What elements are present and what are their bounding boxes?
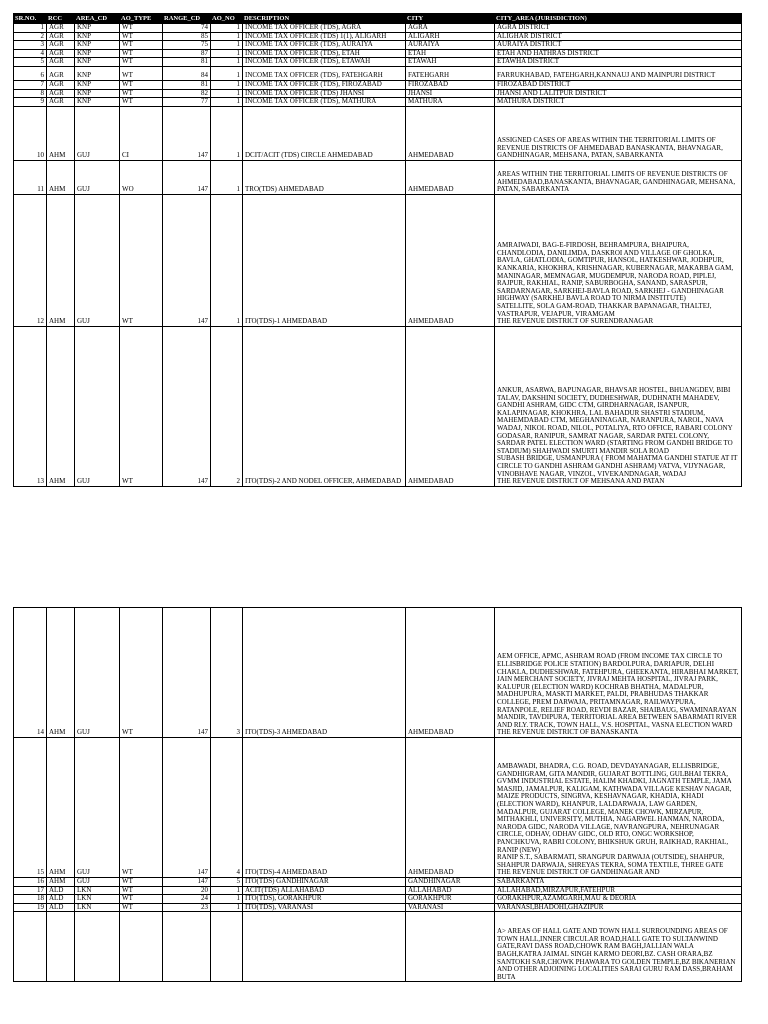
sr-no-cell: 13 (14, 326, 47, 486)
rcc-cell: AHM (47, 194, 75, 326)
city-area-jurisdiction-cell (495, 80, 742, 89)
description-cell (243, 912, 406, 982)
ao-no-cell: 1 (211, 160, 243, 194)
ao-type-cell: WT (120, 878, 163, 887)
sr-no-cell: 19 (14, 903, 47, 912)
description-cell: INCOME TAX OFFICER (TDS), FATEHGARH (243, 66, 406, 80)
rcc-cell (47, 912, 75, 982)
jurisdiction-text: GORAKHPUR,AZAMGARH,MAU & DEORIA (497, 894, 637, 903)
table-row (14, 49, 742, 58)
ao-no-cell: 4 (211, 738, 243, 878)
city-cell: MATHURA (406, 98, 495, 107)
table-row (14, 886, 742, 895)
range-cd-cell: 147 (163, 608, 211, 738)
description-cell: INCOME TAX OFFICER (TDS), ETAH (243, 49, 406, 58)
range-cd-cell: 81 (163, 80, 211, 89)
city-area-jurisdiction-cell (495, 49, 742, 58)
ao-type-cell: WT (120, 895, 163, 904)
table-row (14, 80, 742, 89)
range-cd-cell: 20 (163, 886, 211, 895)
sr-no-cell: 11 (14, 160, 47, 194)
city-cell: AHMEDABAD (406, 608, 495, 738)
table-row (14, 912, 742, 982)
header-sr-no: SR.NO. (14, 14, 47, 24)
city-area-jurisdiction-cell (495, 58, 742, 67)
city-area-jurisdiction-cell (495, 738, 742, 878)
description-cell: DCIT/ACIT (TDS) CIRCLE AHMEDABAD (243, 106, 406, 160)
rcc-cell: ALD (47, 886, 75, 895)
area-cd-cell: GUJ (75, 194, 120, 326)
city-cell: FIROZABAD (406, 80, 495, 89)
city-area-jurisdiction-cell (495, 41, 742, 50)
sr-no-cell: 16 (14, 878, 47, 887)
jurisdiction-text: THE REVENUE DISTRICT OF MEHSANA AND PATAN (497, 477, 665, 486)
city-cell: FATEHGARH (406, 66, 495, 80)
jurisdiction-text: ASSIGNED CASES OF AREAS WITHIN THE TERRITORIAL LIMITS OF REVENUE DISTRICTS OF AHMEDABAD BANASKANTA, BHAVNAGAR, GANDHINAGAR, MEHSANA, PATAN, SABARKANTA (497, 135, 723, 160)
ao-no-cell: 1 (211, 89, 243, 98)
range-cd-cell: 82 (163, 89, 211, 98)
ao-type-cell: WT (120, 608, 163, 738)
rcc-cell: ALD (47, 895, 75, 904)
jurisdiction-text: RANIP S.T., SABARMATI, SRANGPUR DARWAJA (OUTSIDE), SHAHPUR, SHAHPUR DARWAJA, SHREYAS TEKRA, SOMA TEXTILE, THREE GATE (497, 853, 725, 869)
table-row (14, 160, 742, 194)
range-cd-cell (163, 912, 211, 982)
ao-no-cell: 1 (211, 32, 243, 41)
city-area-jurisdiction-cell (495, 98, 742, 107)
city-cell: ALIGARH (406, 32, 495, 41)
sr-no-cell: 17 (14, 886, 47, 895)
area-cd-cell: KNP (75, 89, 120, 98)
area-cd-cell: KNP (75, 66, 120, 80)
city-cell: AHMEDABAD (406, 194, 495, 326)
jurisdiction-text: A> AREAS OF HALL GATE AND TOWN HALL SURROUNDING AREAS OF TOWN HALL,INNER CIRCULAR ROAD,HALL GATE TO SULTANWIND GATE,RAVI DASS ROAD,CHOWK RAM BAGH,JALLIAN WALA BAGH,KATRA JAIMAL SINGH KARMO DEORI,BZ. CASH ORARA,BZ SANTOKH SAR,CHOWK PHAWARA TO GOLDEN TEMPLE,BZ BIKANERIAN AND OTHER ADJOINING LOCALITIES SARAI GURU RAM DASS,BRAHAM BUTA (497, 927, 736, 981)
header-ao-no: AO_NO (211, 14, 243, 24)
city-area-jurisdiction-cell (495, 66, 742, 80)
description-cell: INCOME TAX OFFICER (TDS), AGRA (243, 24, 406, 33)
city-area-jurisdiction-cell (495, 24, 742, 33)
description-cell: INCOME TAX OFFICER (TDS), MATHURA (243, 98, 406, 107)
tds-jurisdiction-table-continued (13, 607, 742, 982)
table-row (14, 89, 742, 98)
ao-no-cell: 1 (211, 895, 243, 904)
ao-no-cell: 1 (211, 106, 243, 160)
header-rcc: RCC (47, 14, 75, 24)
jurisdiction-text: ALIGHAR DISTRICT (497, 32, 562, 40)
sr-no-cell: 4 (14, 49, 47, 58)
area-cd-cell (75, 912, 120, 982)
header-row (14, 14, 742, 24)
jurisdiction-text: FIROZABAD DISTRICT (497, 80, 571, 88)
city-area-jurisdiction-cell (495, 912, 742, 982)
rcc-cell: AGR (47, 58, 75, 67)
rcc-cell: AGR (47, 32, 75, 41)
ao-type-cell: WT (120, 58, 163, 67)
area-cd-cell: LKN (75, 886, 120, 895)
jurisdiction-text: AGRA DISTRICT (497, 23, 550, 31)
description-cell: ITO(TDS) GANDHINAGAR (243, 878, 406, 887)
ao-no-cell: 1 (211, 886, 243, 895)
range-cd-cell: 75 (163, 41, 211, 50)
ao-type-cell: WT (120, 738, 163, 878)
area-cd-cell: LKN (75, 895, 120, 904)
area-cd-cell: GUJ (75, 608, 120, 738)
header-range-cd: RANGE_CD (163, 14, 211, 24)
rcc-cell: AHM (47, 106, 75, 160)
area-cd-cell: KNP (75, 49, 120, 58)
ao-type-cell: WT (120, 80, 163, 89)
ao-no-cell: 1 (211, 80, 243, 89)
ao-type-cell: WT (120, 326, 163, 486)
rcc-cell: AGR (47, 24, 75, 33)
jurisdiction-text: AURAIYA DISTRICT (497, 40, 562, 49)
sr-no-cell: 3 (14, 41, 47, 50)
description-cell: INCOME TAX OFFICER (TDS), ETAWAH (243, 58, 406, 67)
table-row (14, 903, 742, 912)
ao-no-cell (211, 912, 243, 982)
sr-no-cell: 9 (14, 98, 47, 107)
rcc-cell: AGR (47, 41, 75, 50)
city-area-jurisdiction-cell (495, 194, 742, 326)
area-cd-cell: GUJ (75, 738, 120, 878)
jurisdiction-text: THE REVENUE DISTRICT OF BANASKANTA (497, 728, 639, 737)
sr-no-cell: 14 (14, 608, 47, 738)
ao-type-cell: WT (120, 24, 163, 33)
description-cell: TRO(TDS) AHMEDABAD (243, 160, 406, 194)
table-row (14, 24, 742, 33)
city-cell: AHMEDABAD (406, 738, 495, 878)
rcc-cell: AGR (47, 80, 75, 89)
ao-no-cell: 1 (211, 903, 243, 912)
description-cell: ITO(TDS)-1 AHMEDABAD (243, 194, 406, 326)
rcc-cell: AHM (47, 608, 75, 738)
table-row (14, 41, 742, 50)
city-area-jurisdiction-cell (495, 326, 742, 486)
city-cell: AHMEDABAD (406, 326, 495, 486)
area-cd-cell: KNP (75, 41, 120, 50)
description-cell: ITO(TDS), VARANASI (243, 903, 406, 912)
description-cell: ITO(TDS)-2 AND NODEL OFFICER, AHMEDABAD (243, 326, 406, 486)
city-area-jurisdiction-cell (495, 160, 742, 194)
area-cd-cell: GUJ (75, 106, 120, 160)
description-cell: ITO(TDS)-4 AHMEDABAD (243, 738, 406, 878)
table-row (14, 66, 742, 80)
table-row (14, 194, 742, 326)
city-area-jurisdiction-cell (495, 608, 742, 738)
ao-no-cell: 1 (211, 66, 243, 80)
city-cell: AHMEDABAD (406, 106, 495, 160)
jurisdiction-text: AMRAIWADI, BAG-E-FIRDOSH, BEHRAMPURA, BHAIPURA, CHANDLODIA, DANILIMDA, DASKROI AND VILLAGE OF GHOLKA, BAVLA, GHATLODIA, GOMTIPUR, HANSOL, HATKESHWAR, JODHPUR, KANKARIA, KHOKHRA, KRISHNAGAR, KUBERNAGAR, MAKARBA GAM, MANINAGAR, MEMNAGAR, MUGDEMPUR, NARODA ROAD, PIPLEJ, RAJPUR, RAKHIAL, RANIP, SABURBOGHA, SANAND, SARASPUR, SARDARNAGAR, SARKHEJ-BAVLA ROAD, SARKHEJ - GANDHINAGAR HIGHWAY (SARKHEJ BAVLA ROAD TO NIRMA INSTITUTE) (497, 241, 734, 303)
jurisdiction-text: FARRUKHABAD, FATEHGARH,KANNAUJ AND MAINPURI DISTRICT (497, 71, 716, 80)
area-cd-cell: KNP (75, 80, 120, 89)
city-cell: GORAKHPUR (406, 895, 495, 904)
city-cell: AGRA (406, 24, 495, 33)
ao-type-cell: WT (120, 89, 163, 98)
table-row (14, 58, 742, 67)
city-cell: JHANSI (406, 89, 495, 98)
header-ao-type: AO_TYPE (120, 14, 163, 24)
sr-no-cell (14, 912, 47, 982)
rcc-cell: AGR (47, 89, 75, 98)
city-cell: VARANASI (406, 903, 495, 912)
range-cd-cell: 147 (163, 738, 211, 878)
rcc-cell: AHM (47, 878, 75, 887)
city-area-jurisdiction-cell (495, 903, 742, 912)
city-cell: ALLAHABAD (406, 886, 495, 895)
range-cd-cell: 147 (163, 878, 211, 887)
table-row (14, 326, 742, 486)
sr-no-cell: 2 (14, 32, 47, 41)
city-cell: ETAWAH (406, 58, 495, 67)
sr-no-cell: 18 (14, 895, 47, 904)
area-cd-cell: KNP (75, 58, 120, 67)
sr-no-cell: 5 (14, 58, 47, 67)
rcc-cell: ALD (47, 903, 75, 912)
city-area-jurisdiction-cell (495, 89, 742, 98)
range-cd-cell: 87 (163, 49, 211, 58)
table-row (14, 738, 742, 878)
header-area-cd: AREA_CD (75, 14, 120, 24)
ao-no-cell: 2 (211, 326, 243, 486)
jurisdiction-text: ETAWHA DISTRICT (497, 57, 560, 66)
city-cell (406, 912, 495, 982)
table-row (14, 98, 742, 107)
ao-no-cell: 1 (211, 58, 243, 67)
city-area-jurisdiction-cell (495, 886, 742, 895)
city-area-jurisdiction-cell (495, 32, 742, 41)
jurisdiction-text: ETAH AND HATHRAS DISTRICT (497, 49, 599, 57)
ao-type-cell: WT (120, 194, 163, 326)
sr-no-cell: 1 (14, 24, 47, 33)
range-cd-cell: 147 (163, 326, 211, 486)
jurisdiction-text: SUBASH BRIDGE, USMANPURA ( FROM MAHATMA GANDHI STATUE AT IT CIRCLE TO GANDHI ASHRAM GANDHI ASHRAM) VATVA, VIJYNAGAR, VINOBHAVE NAGAR, VINZOL, VIVEKANDNAGAR, WADAJ (497, 454, 738, 478)
jurisdiction-text: ALLAHABAD,MIRZAPUR,FATEHPUR (497, 886, 616, 894)
description-cell: INCOME TAX OFFICER (TDS) JHANSI (243, 89, 406, 98)
range-cd-cell: 84 (163, 66, 211, 80)
sr-no-cell: 12 (14, 194, 47, 326)
range-cd-cell: 23 (163, 903, 211, 912)
jurisdiction-text: THE REVENUE DISTRICT OF GANDHINAGAR AND (497, 868, 660, 877)
jurisdiction-text: JHANSI AND LALITPUR DISTRICT (497, 89, 607, 97)
table-row (14, 106, 742, 160)
ao-type-cell: WT (120, 32, 163, 41)
table-row (14, 895, 742, 904)
ao-type-cell (120, 912, 163, 982)
range-cd-cell: 81 (163, 58, 211, 67)
ao-type-cell: CI (120, 106, 163, 160)
ao-no-cell: 3 (211, 608, 243, 738)
table-row (14, 32, 742, 41)
city-area-jurisdiction-cell (495, 895, 742, 904)
ao-type-cell: WT (120, 886, 163, 895)
description-cell: ITO(TDS)-3 AHMEDABAD (243, 608, 406, 738)
jurisdiction-text: ANKUR, ASARWA, BAPUNAGAR, BHAVSAR HOSTEL, BHUANGDEV, BIBI TALAV, DAKSHINI SOCIETY, DUDHESHWAR, DUDHNATH MAHADEV, GANDHI ASHRAM, GIDC CTM, GIRDHARNAGAR, ISANPUR, KALAPINAGAR, KHOKHRA, LAL BAHADUR SHASTRI STADIUM, MAHEMDABAD CTM, MEGHANINAGAR, NARANPURA, NAROL, NAVA WADAJ, NIKOL ROAD, NILOL, POTALIYA, RTO OFFICE, RABARI COLONY GODASAR, RANIPUR, SAMRAT NAGAR, SARDAR PATEL COLONY, SARDAR PATEL ELECTION WARD (STARTING FROM GANDHI BRIDGE TO STADIUM) SHAHWADI SMURTI MANDIR SOLA ROAD (497, 386, 733, 455)
range-cd-cell: 85 (163, 32, 211, 41)
table-row (14, 608, 742, 738)
area-cd-cell: KNP (75, 24, 120, 33)
city-cell: AURAIYA (406, 41, 495, 50)
rcc-cell: AHM (47, 738, 75, 878)
jurisdiction-text: SATELLITE, SOLA GAM-ROAD, THAKKAR BAPANAGAR, THALTEJ, VASTRAPUR, VEJAPUR, VIRAMGAM (497, 301, 712, 318)
range-cd-cell: 24 (163, 895, 211, 904)
description-cell: ACIT(TDS) ALLAHABAD (243, 886, 406, 895)
ao-type-cell: WT (120, 98, 163, 107)
jurisdiction-text: AMBAWADI, BHADRA, C.G. ROAD, DEVDAYANAGAR, ELLISBRIDGE, GANDHIGRAM, GITA MANDIR, GUJARAT BOTTLING, GULBHAI TEKRA, GVMM INDUSTRIAL ESTATE, HALIM KHADKI, JAGNATH TEMPLE, JAMA MASJID, JAMALPUR, KALIGAM, KATHWADA VILLAGE KESHAV NAGAR, MAIZE PRODUCTS, SINGRVA, KESHAVNAGAR, KHADIA, KHADI (ELECTION WARD), KHANPUR, LALDARWAJA, LAW GARDEN, MADALPUR, GUJARAT COLLEGE, MANEK CHOWK, MIRZAPUR, MITHAKHLI, UNIVERSITY, MUTHIA, NAGARWEL HANMAN, NARODA, NARODA GIDC, NARODA VILLAGE, NAVRANGPURA, NEHRUNAGAR CIRCLE, ODHAV, ODHAV GIDC, OLD RTO, ONGC WORKSHOP, PANCHKUVA, RABRI COLONY, BHIKSHUK GRUH, RAIKHAD, RAKHIAL, RANIP (NEW) (497, 762, 732, 854)
area-cd-cell: KNP (75, 32, 120, 41)
jurisdiction-text: AEM OFFICE, APMC, ASHRAM ROAD (FROM INCOME TAX CIRCLE TO ELLISBRIDGE POLICE STATION) BARDOLPURA, DARIAPUR, DELHI CHAKLA, DUDHESHWAR, FATEHPURA, GHEEKANTA, HIRABHAI MARKET, JAIN MERCHANT SOCIETY, JIVRAJ MEHTA HOSPITAL, JIVRAJ PARK, KALUPUR (ELECTION WARD) KOCHRAB BHATHA, MADALPUR, MADHUPURA, MASKTI MARKET, PALDI, PRABHUDAS THAKKAR COLLEGE, PREM DARWAJA, PRITAMNAGAR, RAILWAYPURA, RATANPOLE, RELIEF ROAD, REVDI BAZAR, SHAIBAUG, SWAMINARAYAN MANDIR, TAVDIPURA, TERRITORIAL AREA BETWEEN SABARMATI RIVER AND RLY. TRACK, TOWN HALL, V.S. HOSPITAL, VASNA ELECTION WARD (497, 652, 739, 729)
jurisdiction-text: AREAS WITHIN THE TERRITORIAL LIMITS OF REVENUE DISTRICTS OF AHMEDABAD,BANASKANTA, BHAVNAGAR, GANDHINAGAR, MEHSANA, PATAN, SABARKANTA (497, 169, 736, 194)
ao-type-cell: WT (120, 66, 163, 80)
area-cd-cell: LKN (75, 903, 120, 912)
jurisdiction-text: SABARKANTA (497, 877, 545, 885)
ao-no-cell: 1 (211, 41, 243, 50)
sr-no-cell: 6 (14, 66, 47, 80)
area-cd-cell: GUJ (75, 326, 120, 486)
city-cell: AHMEDABAD (406, 160, 495, 194)
jurisdiction-text: MATHURA DISTRICT (497, 97, 565, 106)
range-cd-cell: 147 (163, 106, 211, 160)
ao-no-cell: 1 (211, 24, 243, 33)
description-cell: INCOME TAX OFFICER (TDS) 1(1), ALIGARH (243, 32, 406, 41)
header-city: CITY (406, 14, 495, 24)
area-cd-cell: GUJ (75, 160, 120, 194)
header-description: DESCRIPTION (243, 14, 406, 24)
sr-no-cell: 7 (14, 80, 47, 89)
jurisdiction-text: VARANASI,BHADOHI,GHAZIPUR (497, 903, 604, 911)
ao-type-cell: WT (120, 903, 163, 912)
range-cd-cell: 147 (163, 194, 211, 326)
area-cd-cell: GUJ (75, 878, 120, 887)
city-cell: ETAH (406, 49, 495, 58)
rcc-cell: AHM (47, 326, 75, 486)
range-cd-cell: 77 (163, 98, 211, 107)
rcc-cell: AGR (47, 66, 75, 80)
description-cell: INCOME TAX OFFICER (TDS), AURAIYA (243, 41, 406, 50)
description-cell: INCOME TAX OFFICER (TDS), FIROZABAD (243, 80, 406, 89)
ao-no-cell: 5 (211, 878, 243, 887)
tds-jurisdiction-table (13, 13, 742, 487)
description-cell: ITO(TDS), GORAKHPUR (243, 895, 406, 904)
sr-no-cell: 15 (14, 738, 47, 878)
header-city-area: CITY_AREA (JURISDICTION) (495, 14, 742, 24)
ao-no-cell: 1 (211, 194, 243, 326)
sr-no-cell: 10 (14, 106, 47, 160)
ao-type-cell: WT (120, 49, 163, 58)
ao-type-cell: WO (120, 160, 163, 194)
rcc-cell: AGR (47, 49, 75, 58)
rcc-cell: AGR (47, 98, 75, 107)
range-cd-cell: 74 (163, 24, 211, 33)
city-cell: GANDHINAGAR (406, 878, 495, 887)
ao-type-cell: WT (120, 41, 163, 50)
city-area-jurisdiction-cell (495, 106, 742, 160)
area-cd-cell: KNP (75, 98, 120, 107)
jurisdiction-text: THE REVENUE DISTRICT OF SURENDRANAGAR (497, 317, 654, 326)
ao-no-cell: 1 (211, 49, 243, 58)
rcc-cell: AHM (47, 160, 75, 194)
city-area-jurisdiction-cell (495, 878, 742, 887)
table-row (14, 878, 742, 887)
sr-no-cell: 8 (14, 89, 47, 98)
range-cd-cell: 147 (163, 160, 211, 194)
ao-no-cell: 1 (211, 98, 243, 107)
